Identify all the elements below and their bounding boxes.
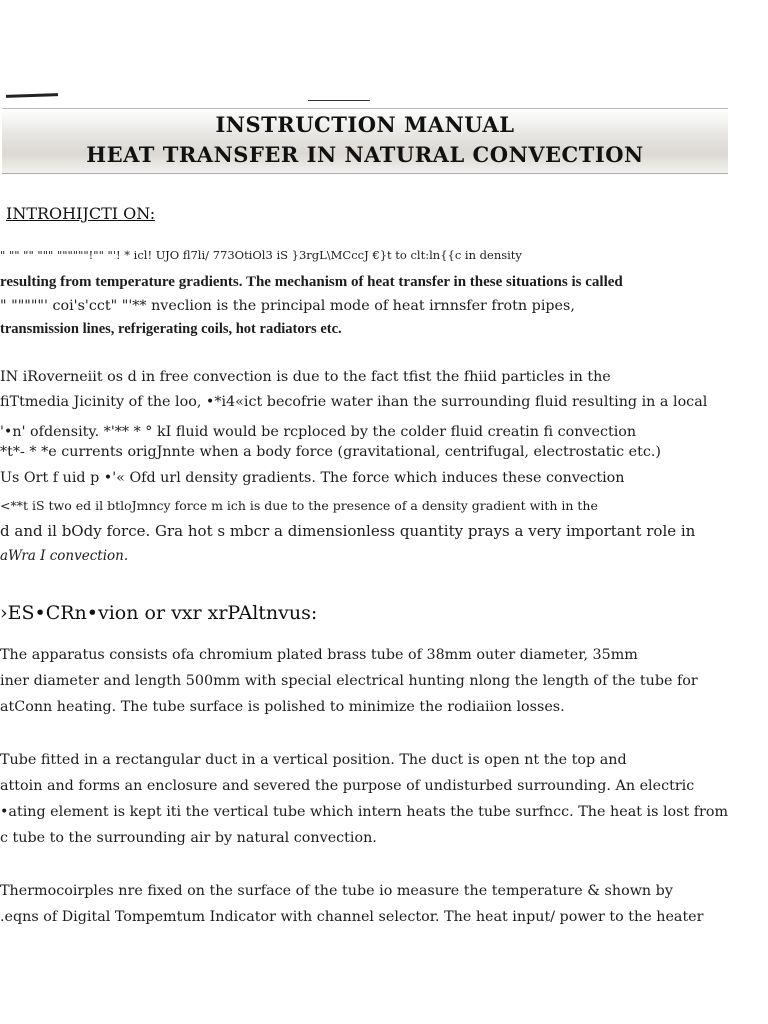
intro-line: transmission lines, refrigerating coils, hot radiators etc. [0,321,342,337]
top-rule-line [308,100,370,101]
description-line: attoin and forms an enclosure and severed the purpose of undisturbed surrounding. An electric [0,778,695,794]
convection-line: aWra I convection. [0,548,129,564]
convection-line: <**t iS two ed il btloJmncy force m ich is due to the presence of a density gradient with in the [0,498,598,513]
description-line: c tube to the surrounding air by natural convection. [0,830,377,846]
convection-line: *t*- * *e currents origJnnte when a body force (gravitational, centrifugal, electrostatic etc.) [0,444,662,460]
intro-line: " """""' coi's'cct" "'** nveclion is the principal mode of heat irnnsfer frotn pipes, [0,298,575,314]
description-line: iner diameter and length 500mm with special electrical hunting nlong the length of the tube for [0,673,698,689]
description-line: atConn heating. The tube surface is polished to minimize the rodiaiion losses. [0,699,565,715]
introduction-heading: INTROHIJCTI ON: [6,204,156,223]
description-line: •ating element is kept iti the vertical tube which intern heats the tube surfncc. The heat is lost from [0,804,729,820]
corner-pen-mark [6,93,58,98]
intro-line: " "" "" """ """"""!"" "'! * icl! UJO fl7li/ 773OtiOl3 iS }3rgL\MCccJ €}t to clt:ln{{c in density [0,248,522,262]
convection-line: Us Ort f uid p •'« Ofd url density gradients. The force which induces these convection [0,470,625,486]
convection-line: fiTtmedia Jicinity of the loo, •*i4«ict becofrie water ihan the surrounding fluid resulting in a local [0,394,708,410]
intro-line: resulting from temperature gradients. The mechanism of heat transfer in these situations is called [0,274,623,290]
convection-line: d and il bOdy force. Gra hot s mbcr a dimensionless quantity prays a very important role in [0,522,696,540]
convection-line: IN iRoverneiit os d in free convection is due to the fact tfist the fhiid particles in the [0,369,611,385]
description-line: The apparatus consists ofa chromium plated brass tube of 38mm outer diameter, 35mm [0,647,638,663]
manual-title: INSTRUCTION MANUAL [215,112,515,137]
manual-subtitle: HEAT TRANSFER IN NATURAL CONVECTION [86,142,644,167]
description-line: Thermocoirples nre fixed on the surface of the tube io measure the temperature & shown by [0,883,673,899]
description-line: Tube fitted in a rectangular duct in a vertical position. The duct is open nt the top and [0,752,627,768]
convection-line: '•n' ofdensity. *'** * ° kI fluid would be rcploced by the colder fluid creatin fi convection [0,424,637,440]
description-line: .eqns of Digital Tompemtum Indicator with channel selector. The heat input/ power to the heater [0,909,704,925]
description-heading: ›ES•CRn•vion or vxr xrPAltnvus: [0,602,318,624]
